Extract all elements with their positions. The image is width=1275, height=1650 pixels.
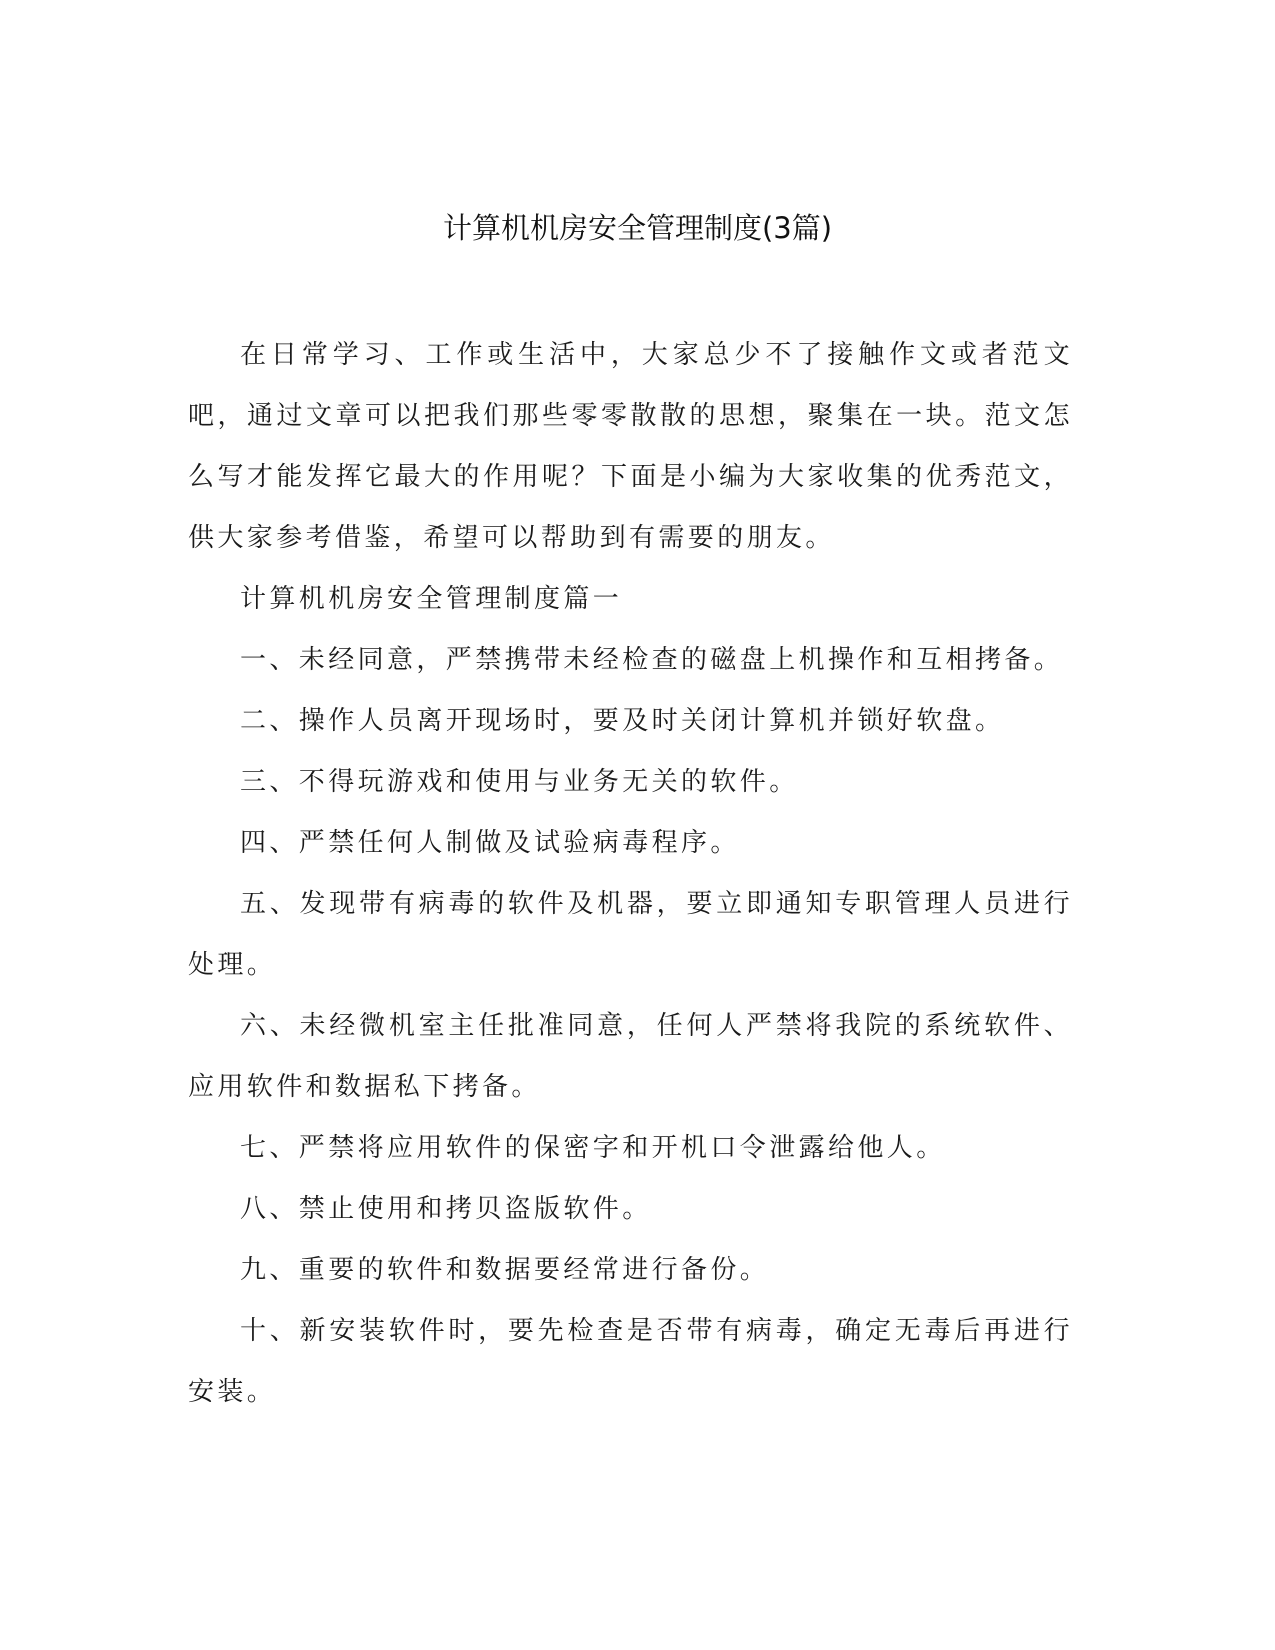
rule-item-6: 六、未经微机室主任批准同意，任何人严禁将我院的系统软件、应用软件和数据私下拷备。 (188, 1011, 1073, 1102)
rule-item-4: 四、严禁任何人制做及试验病毒程序。 (240, 828, 740, 858)
rule-item-7: 七、严禁将应用软件的保密字和开机口令泄露给他人。 (240, 1133, 946, 1163)
section-heading: 计算机机房安全管理制度篇一 (240, 584, 623, 614)
rule-item-3: 三、不得玩游戏和使用与业务无关的软件。 (240, 767, 799, 797)
rule-item-5: 五、发现带有病毒的软件及机器，要立即通知专职管理人员进行处理。 (188, 889, 1073, 980)
rule-item-2: 二、操作人员离开现场时，要及时关闭计算机并锁好软盘。 (240, 706, 1005, 736)
document-title: 计算机机房安全管理制度(3篇) (442, 211, 833, 245)
document-body (188, 325, 1073, 1423)
rule-item-9: 九、重要的软件和数据要经常进行备份。 (240, 1255, 770, 1285)
rule-item-8: 八、禁止使用和拷贝盗版软件。 (240, 1194, 652, 1224)
rule-item-10: 十、新安装软件时，要先检查是否带有病毒，确定无毒后再进行安装。 (188, 1316, 1073, 1407)
intro-paragraph: 在日常学习、工作或生活中，大家总少不了接触作文或者范文吧，通过文章可以把我们那些零零散散的思想，聚集在一块。范文怎么写才能发挥它最大的作用呢？下面是小编为大家收集的优秀范文，供大家参考借鉴，希望可以帮助到有需要的朋友。 (188, 340, 1073, 553)
rule-item-1: 一、未经同意，严禁携带未经检查的磁盘上机操作和互相拷备。 (240, 645, 1064, 675)
